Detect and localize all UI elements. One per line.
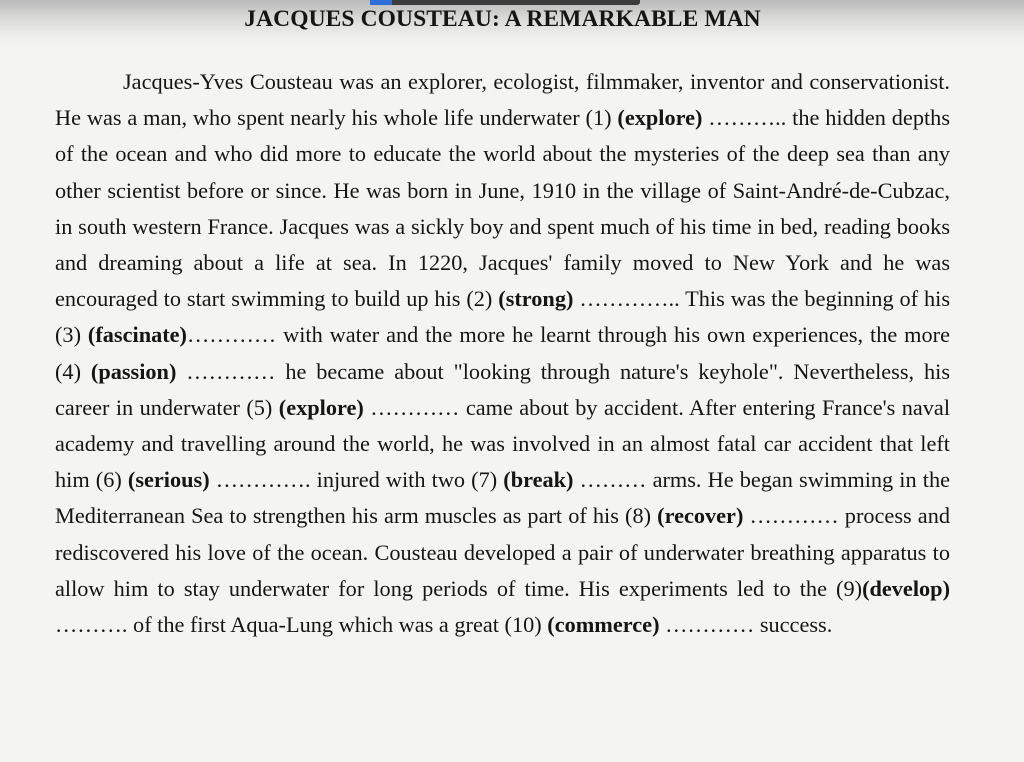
paragraph-text: ………… he became about "looking through nature's keyhole". Nevertheless, his career in underwater (5) <box>55 358 951 420</box>
paragraph-text: …………. injured with two (7) <box>209 467 504 493</box>
paragraph-text: ………… success. <box>659 612 833 638</box>
paragraph-text: ……….. the hidden depths of the ocean and who did more to educate the world about the mysteries of the deep sea than any other scientist before or since. He was born in June, 1910 in the village of Saint-André-de-Cubzac, in south western France. Jacques was a sickly boy and spent much of his time in bed, reading books and dreaming about a life at sea. In 1220, Jacques' family moved to New York and he was encouraged to start swimming to build up his (2) <box>55 105 950 312</box>
document-page <box>55 0 950 643</box>
paragraph-text: ……… arms. He began swimming in the Mediterranean Sea to strengthen his arm muscles as part of his (8) <box>55 467 950 529</box>
paragraph-text: Jacques-Yves Cousteau was an explorer, ecologist, filmmaker, inventor and conservationist. He was a man, who spent nearly his whole life underwater (1) <box>55 69 950 131</box>
gap-word-10: (commerce) <box>547 612 660 638</box>
gap-word-4: (passion) <box>90 358 177 384</box>
gap-word-2: (strong) <box>498 286 574 312</box>
paragraph-text: ………….. This was the beginning of his (3) <box>55 286 950 348</box>
document-title: JACQUES COUSTEAU: A REMARKABLE MAN <box>244 6 761 32</box>
gap-word-6: (serious) <box>127 467 210 493</box>
gap-word-5: (explore) <box>278 394 364 420</box>
gap-word-1: (explore) <box>617 105 703 131</box>
body-paragraph <box>55 64 950 643</box>
paragraph-text: ………… process and rediscovered his love of the ocean. Cousteau developed a pair of underwater breathing apparatus to allow him to stay underwater for long periods of time. His experiments led to the (9) <box>55 503 950 601</box>
paragraph-text: ………. of the first Aqua-Lung which was a great (10) <box>55 612 548 638</box>
gap-word-3: (fascinate) <box>87 322 187 348</box>
gap-word-9: (develop) <box>862 575 950 601</box>
gap-word-8: (recover) <box>657 503 744 529</box>
paragraph-text: ………… came about by accident. After entering France's naval academy and travelling around the world, he was involved in an almost fatal car accident that left him (6) <box>55 394 951 493</box>
paragraph-text: ………… with water and the more he learnt through his own experiences, the more (4) <box>55 322 950 384</box>
gap-word-7: (break) <box>503 467 574 493</box>
